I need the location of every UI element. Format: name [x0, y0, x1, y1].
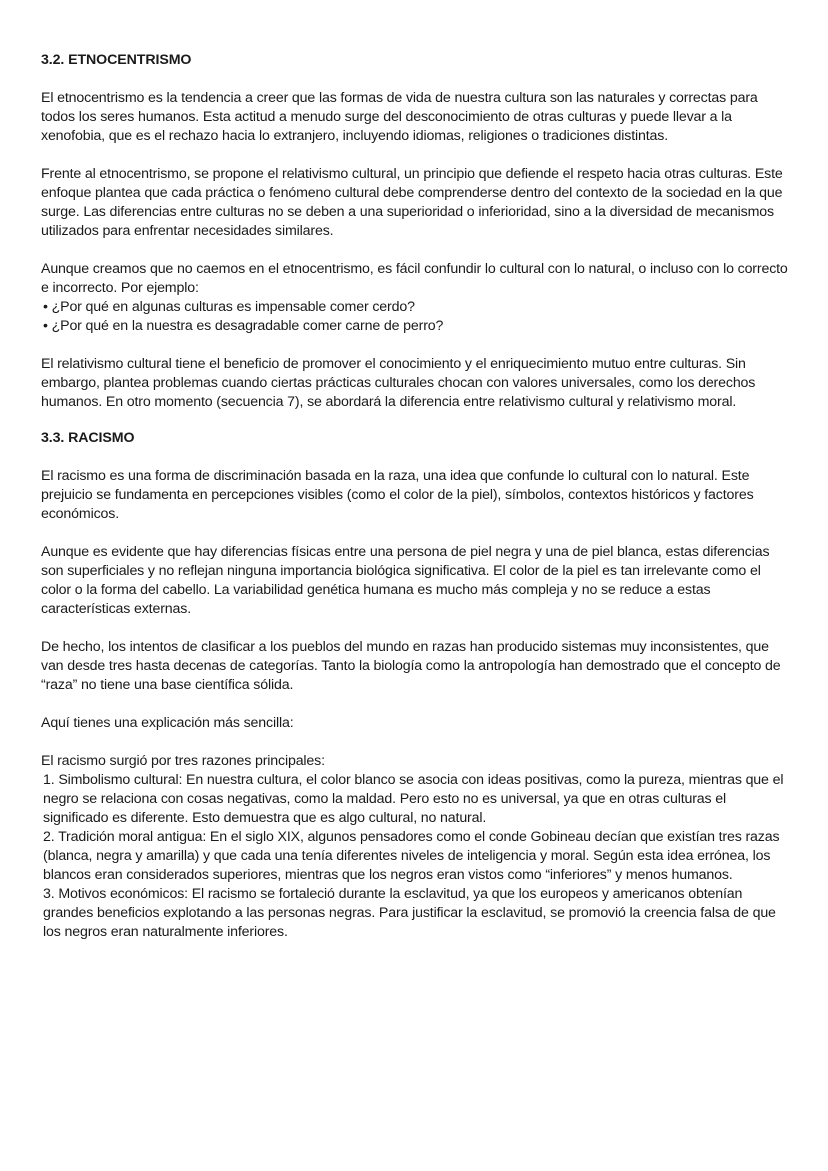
list-item: 3. Motivos económicos: El racismo se fortaleció durante la esclavitud, ya que los europeos y americanos obtenían grandes beneficios explotando a las personas negras. Para justificar la esclavitud, se promovió la creencia falsa de que los negros eran naturalmente inferiores.: [43, 886, 776, 940]
paragraph-racismo-definition: El racismo es una forma de discriminación basada en la raza, una idea que confunde lo cultural con lo natural. Este prejuicio se fundamenta en percepciones visibles (como el color de la piel), símbolos, contextos históricos y factores económicos.: [41, 468, 754, 522]
list-item: 2. Tradición moral antigua: En el siglo XIX, algunos pensadores como el conde Gobineau decían que existían tres razas (blanca, negra y amarilla) y que cada una tenía diferentes niveles de inteligencia y moral. Según esta idea errónea, los blancos eran considerados superiores, mientras que los negros eran vistos como “inferiores” y menos humanos.: [43, 829, 780, 883]
paragraph-clasificacion-razas: De hecho, los intentos de clasificar a los pueblos del mundo en razas han producido sistemas muy inconsistentes, que van desde tres hasta decenas de categorías. Tanto la biología como la antropología han demostrado que el concepto de “raza” no tiene una base científica sólida.: [41, 639, 781, 693]
numbered-list-reasons: [41, 771, 789, 942]
paragraph-relativismo-beneficio: El relativismo cultural tiene el beneficio de promover el conocimiento y el enriquecimiento mutuo entre culturas. Sin embargo, plantea problemas cuando ciertas prácticas culturales chocan con valores universales, como los derechos humanos. En otro momento (secuencia 7), se abordará la diferencia entre relativismo cultural y relativismo moral.: [41, 356, 756, 410]
section-racismo: [41, 429, 789, 942]
paragraph-confusion-cultural-natural: Aunque creamos que no caemos en el etnocentrismo, es fácil confundir lo cultural con lo natural, o incluso con lo correcto e incorrecto. Por ejemplo:: [41, 261, 788, 296]
section-etnocentrismo: [41, 51, 789, 412]
paragraph-relativismo-cultural: Frente al etnocentrismo, se propone el relativismo cultural, un principio que defiende el respeto hacia otras culturas. Este enfoque plantea que cada práctica o fenómeno cultural debe comprenderse dentro del contexto de la sociedad en la que surge. Las diferencias entre culturas no se deben a una superioridad o inferioridad, sino a la diversidad de mecanismos utilizados para enfrentar necesidades similares.: [41, 166, 783, 239]
document-page: [41, 51, 789, 961]
list-item: • ¿Por qué en la nuestra es desagradable comer carne de perro?: [43, 318, 444, 334]
list-item: • ¿Por qué en algunas culturas es impensable comer cerdo?: [43, 299, 415, 315]
section-heading-racismo: 3.3. RACISMO: [41, 430, 135, 446]
section-heading-etnocentrismo: 3.2. ETNOCENTRISMO: [41, 52, 192, 68]
list-item: 1. Simbolismo cultural: En nuestra cultura, el color blanco se asocia con ideas positivas, como la pureza, mientras que el negro se relaciona con cosas negativas, como la maldad. Pero esto no es universal, ya que en otras culturas el significado es diferente. Esto demuestra que es algo cultural, no natural.: [43, 772, 784, 826]
bullet-list-examples: [41, 298, 789, 336]
paragraph-explicacion-sencilla: Aquí tienes una explicación más sencilla:: [41, 715, 294, 731]
paragraph-etnocentrismo-definition: El etnocentrismo es la tendencia a creer que las formas de vida de nuestra cultura son las naturales y correctas para todos los seres humanos. Esta actitud a menudo surge del desconocimiento de otras culturas y puede llevar a la xenofobia, que es el rechazo hacia lo extranjero, incluyendo idiomas, religiones o tradiciones distintas.: [41, 90, 758, 144]
paragraph-diferencias-fisicas: Aunque es evidente que hay diferencias físicas entre una persona de piel negra y una de piel blanca, estas diferencias son superficiales y no reflejan ninguna importancia biológica significativa. El color de la piel es tan irrelevante como el color o la forma del cabello. La variabilidad genética humana es mucho más compleja y no se reduce a estas características externas.: [41, 544, 770, 617]
paragraph-tres-razones: El racismo surgió por tres razones principales:: [41, 753, 325, 769]
